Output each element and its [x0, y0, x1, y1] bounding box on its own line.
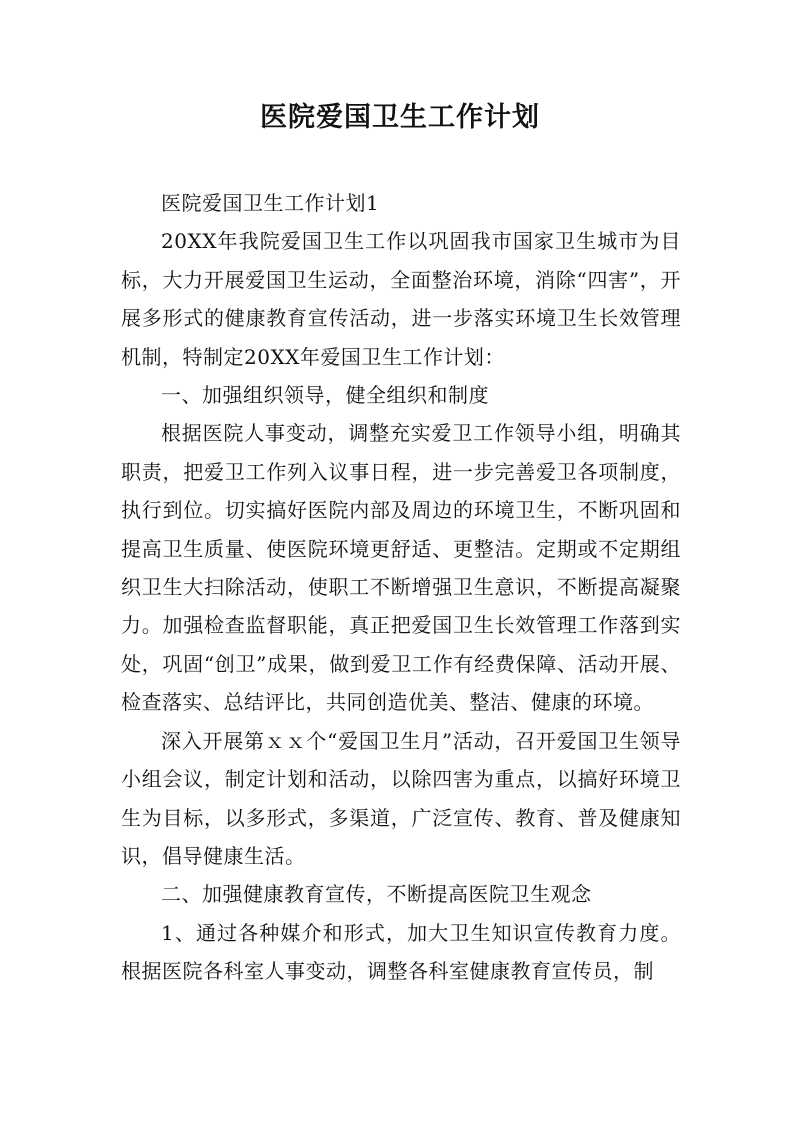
document-body — [121, 184, 681, 991]
document-title: 医院爱国卫生工作计划 — [260, 102, 540, 133]
body-paragraph-3: 1、通过各种媒介和形式，加大卫生知识宣传教育力度。根据医院各科室人事变动，调整各科室健康教育宣传员，制 — [121, 920, 681, 984]
section-heading-1: 一、加强组织领导，健全组织和制度 — [161, 383, 489, 408]
section-subtitle: 医院爱国卫生工作计划1 — [161, 191, 380, 215]
section-heading-2: 二、加强健康教育宣传，不断提高医院卫生观念 — [161, 882, 592, 907]
intro-paragraph: 20XX年我院爱国卫生工作以巩固我市国家卫生城市为目标，大力开展爱国卫生运动，全面整治环境，消除“四害”，开展多形式的健康教育宣传活动，进一步落实环境卫生长效管理机制，特制定20XX年爱国卫生工作计划： — [121, 229, 681, 369]
body-paragraph-1: 根据医院人事变动，调整充实爱卫工作领导小组，明确其职责，把爱卫工作列入议事日程，进一步完善爱卫各项制度，执行到位。切实搞好医院内部及周边的环境卫生，不断巩固和提高卫生质量、使医院环境更舒适、更整洁。定期或不定期组织卫生大扫除活动，使职工不断增强卫生意识，不断提高凝聚力。加强检查监督职能，真正把爱国卫生长效管理工作落到实处，巩固“创卫”成果，做到爱卫工作有经费保障、活动开展、检查落实、总结评比，共同创造优美、整洁、健康的环境。 — [121, 421, 681, 715]
body-paragraph-2: 深入开展第ｘｘ个“爱国卫生月”活动，召开爱国卫生领导小组会议，制定计划和活动，以除四害为重点，以搞好环境卫生为目标，以多形式，多渠道，广泛宣传、教育、普及健康知识，倡导健康生活。 — [121, 728, 681, 868]
